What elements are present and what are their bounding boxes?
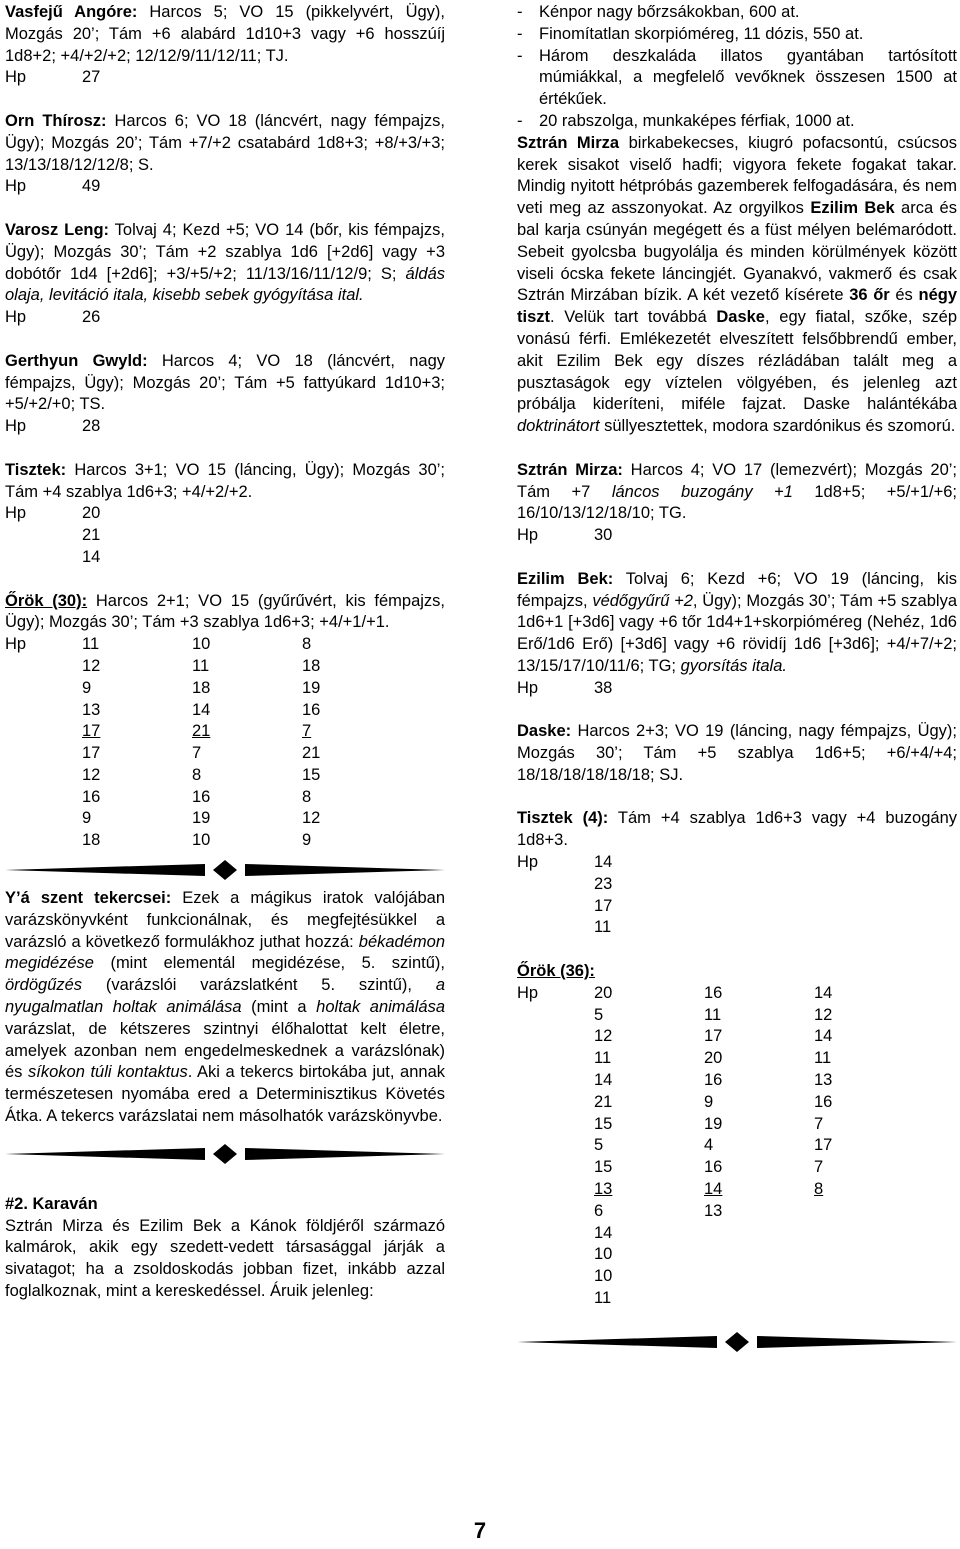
hp-value: 17 bbox=[704, 1027, 723, 1046]
hp-value: 15 bbox=[302, 765, 321, 784]
npc-stats: Harcos 5; VO 15 (pikkelyvért, Ügy), Mozgás 20’; Tám +6 alabárd 1d10+3 vagy +6 hosszúíj 1d8+2; +4/+2/+2; 12/12/9/11/12/11; TJ. bbox=[5, 3, 445, 65]
hp-value bbox=[704, 1288, 814, 1310]
hp-label bbox=[5, 787, 82, 809]
hp-row bbox=[5, 700, 445, 722]
hp-value: 14 bbox=[594, 1071, 613, 1090]
hp-label bbox=[517, 1070, 594, 1092]
hp-label bbox=[5, 700, 82, 722]
hp-value: 12 bbox=[82, 765, 101, 784]
hp-value: 11 bbox=[82, 635, 100, 654]
hp-row bbox=[517, 1005, 957, 1027]
hp-value: 8 bbox=[302, 787, 312, 806]
hp-value bbox=[814, 1223, 874, 1245]
hp-value: 11 bbox=[594, 918, 612, 937]
hp-label: Hp bbox=[517, 983, 539, 1002]
hp-line bbox=[5, 307, 445, 329]
right-column bbox=[517, 2, 957, 1360]
npc-name: Varosz Leng: bbox=[5, 220, 110, 239]
npc-name: Tisztek: bbox=[5, 460, 67, 479]
hp-label bbox=[5, 656, 82, 678]
hp-label: Hp bbox=[5, 417, 27, 436]
hp-row bbox=[517, 1157, 957, 1179]
hp-line bbox=[5, 547, 445, 569]
goods-list-item bbox=[517, 111, 957, 133]
hp-value: 27 bbox=[82, 68, 101, 87]
hp-row bbox=[517, 1048, 957, 1070]
hp-value: 21 bbox=[192, 722, 211, 741]
hp-value: 18 bbox=[82, 831, 101, 850]
goods-item-text: Finomítatlan skorpióméreg, 11 dózis, 550 at. bbox=[539, 24, 864, 43]
hp-value: 8 bbox=[302, 635, 312, 654]
hp-value: 12 bbox=[302, 809, 321, 828]
hp-row bbox=[5, 721, 445, 743]
hp-value: 7 bbox=[814, 1158, 824, 1177]
hp-value: 10 bbox=[192, 831, 211, 850]
hp-label bbox=[5, 765, 82, 787]
hp-label bbox=[517, 1157, 594, 1179]
hp-value: 14 bbox=[814, 1027, 833, 1046]
hp-value: 30 bbox=[594, 526, 613, 545]
hp-value: 14 bbox=[704, 1180, 723, 1199]
dash-bullet: - bbox=[517, 46, 523, 65]
goods-list bbox=[517, 2, 957, 133]
npc-stats: Harcos 4; VO 18 (láncvért, nagy fémpajzs, Ügy); Mozgás 20’; Tám +5 fattyúkard 1d10+3; +5/+2/+0; TS. bbox=[5, 351, 445, 414]
dash-bullet: - bbox=[517, 3, 523, 21]
hp-value: 7 bbox=[192, 744, 202, 763]
hp-row bbox=[5, 787, 445, 809]
hp-value: 20 bbox=[594, 983, 613, 1002]
hp-value: 11 bbox=[192, 656, 210, 675]
hp-row bbox=[517, 1070, 957, 1092]
hp-value: 19 bbox=[192, 809, 211, 828]
hp-value: 16 bbox=[192, 787, 211, 806]
hp-value: 16 bbox=[302, 700, 321, 719]
hp-value: 11 bbox=[594, 1289, 612, 1308]
npc-name: Őrök (30): bbox=[5, 591, 88, 610]
hp-value: 9 bbox=[82, 678, 92, 697]
hp-value: 7 bbox=[814, 1114, 824, 1133]
hp-line bbox=[5, 67, 445, 89]
hp-grid bbox=[517, 983, 957, 1310]
hp-label bbox=[517, 1092, 594, 1114]
hp-value: 9 bbox=[302, 831, 312, 850]
hp-line bbox=[517, 896, 957, 918]
hp-line bbox=[5, 416, 445, 438]
hp-value: 12 bbox=[594, 1027, 613, 1046]
ezilim-statblock: Ezilim Bek: Tolvaj 6; Kezd +6; VO 19 (láncing, kis fémpajzs, védőgyűrű +2, Ügy); Mozgás 30’; Tám +5 szablya 1d6+1 [+3d6] vagy +6 tőr 1d4+1+skorpióméreg (Nehéz, 1d6 Erő/1d6 Erő) [+3d6] vagy +6 rövidíj 1d6 [+3d6]; +4/+7/+2; 13/15/17/10/11/6; TG; gyorsítás itala. bbox=[517, 569, 957, 675]
karavan-paragraph: Sztrán Mirza és Ezilim Bek a Kánok földjéről származó kalmárok, akik egy szedett-vedett társasággal járják a sivatagot; ha a zsoldoskodás jobban fizet, inkább azzal foglalkoznak, mint a kereskedéssel. Áruik jelenleg: bbox=[5, 1216, 445, 1301]
hp-line bbox=[517, 852, 957, 874]
hp-value: 14 bbox=[814, 983, 833, 1002]
hp-value: 20 bbox=[704, 1049, 723, 1068]
hp-grid bbox=[5, 634, 445, 852]
hp-value: 7 bbox=[302, 722, 312, 741]
hp-value: 19 bbox=[302, 678, 321, 697]
tisztek4-statblock bbox=[517, 808, 957, 852]
hp-value: 12 bbox=[82, 656, 101, 675]
hp-value: 26 bbox=[82, 308, 101, 327]
hp-value: 21 bbox=[594, 1092, 613, 1111]
hp-label bbox=[517, 1201, 594, 1223]
leaders-description: Sztrán Mirza birkabekecses, kiugró pofacsontú, csúcsos kerek sisakot viselő hadfi; vigyora fekete fogakat takar. Mindig nyitott hétpróbás gazemberek felfogadására, és nem veti meg az asszonyokat. Az orgyilkos Ezilim Bek arca és bal karja csúnyán megégett és a füst mélyen belémaródott. Sebeit gyolcsba bugyolálja és minden körülmények között viseli ócska fekete láncingjét. Gyanakvó, vakmerő és csak Sztrán Mirzában bízik. A két vezető kísérete 36 őr és négy tiszt. Velük tart továbbá Daske, egy fiatal, szőke, szép vonású férfi. Emlékezetét elveszített felsőbbrendű ember, akit Ezilim Bek egy díszes rézládában talált meg a pusztaságok egy víztelen völgyében, és jelenleg azt próbálja kideríteni, miféle fajzat. Daske halántékába doktrinátort süllyesztettek, modora szardónikus és szomorú. bbox=[517, 133, 958, 436]
karavan-heading bbox=[5, 1194, 445, 1216]
goods-list-item bbox=[517, 46, 957, 111]
npc-items: áldás olaja, levitáció itala, kisebb sebek gyógyítása ital. bbox=[5, 264, 445, 305]
hp-value: 15 bbox=[594, 1114, 613, 1133]
hp-value: 13 bbox=[82, 700, 101, 719]
npc-stats: Harcos 2+1; VO 15 (gyűrűvért, kis fémpajzs, Ügy); Mozgás 30’; Tám +3 szablya 1d6+3; +4/+1/+1. bbox=[5, 591, 445, 632]
npc-stats: Tám +4 szablya 1d6+3 vagy +4 buzogány 1d8+3. bbox=[517, 809, 957, 850]
npc-stats: Harcos 6; VO 18 (láncvért, nagy fémpajzs, Ügy); Mozgás 20’; Tám +7/+2 csatabárd 1d8+3; +8/+3/+3; 13/13/18/12/12/8; S. bbox=[5, 111, 445, 174]
hp-value: 15 bbox=[594, 1158, 613, 1177]
tekercs-paragraph: Y’á szent tekercsei: Ezek a mágikus iratok valójában varázskönyvként funkcionálnak, és megfejtésükkel a varázsló a következő formulákhoz juthat hozzá: békadémon megidézése (mint elementál megidézése, 5. szintű), ördögűzés (varázslói varázslatként 5. szintű), a nyugalmatlan holtak animálása (mint a holtak animálása varázslat, de kétszeres szintnyi élőhalottat kelt életre, amelyek azonban nem engedelmeskednek a varázslónak) és síkokon túli kontaktus. Aki a tekercs birtokába jut, annak természetesen nyomába ered a Determinisztikus Követés Átka. A tekercs varázslatai nem másolhatók varázskönyvbe. bbox=[5, 889, 446, 1126]
hp-value: 11 bbox=[704, 1005, 722, 1024]
npc-name: Őrök (36): bbox=[517, 962, 595, 981]
hp-value bbox=[704, 1223, 814, 1245]
dash-bullet: - bbox=[517, 111, 523, 130]
hp-value: 14 bbox=[594, 853, 613, 872]
hp-value: 16 bbox=[704, 1158, 723, 1177]
hp-value: 14 bbox=[192, 700, 211, 719]
orok-statblock bbox=[5, 591, 445, 635]
dash-bullet: - bbox=[517, 24, 523, 43]
goods-item-text: Kénpor nagy bőrzsákokban, 600 at. bbox=[539, 3, 800, 21]
hp-value bbox=[814, 1288, 874, 1310]
npc-name: Sztrán Mirza: bbox=[517, 460, 623, 479]
hp-row bbox=[517, 1266, 957, 1288]
npc-name: Gerthyun Gwyld: bbox=[5, 351, 148, 370]
hp-line bbox=[517, 525, 957, 547]
hp-value: 17 bbox=[82, 744, 101, 763]
hp-label: Hp bbox=[517, 853, 539, 872]
hp-label bbox=[517, 1223, 594, 1245]
hp-value: 11 bbox=[814, 1049, 832, 1068]
npc-name: Vasfejű Angóre: bbox=[5, 3, 138, 21]
hp-value: 19 bbox=[704, 1114, 723, 1133]
hp-value bbox=[704, 1244, 814, 1266]
hp-label: Hp bbox=[5, 68, 27, 87]
hp-value: 17 bbox=[82, 722, 101, 741]
npc-name: Orn Thírosz: bbox=[5, 111, 107, 130]
hp-label bbox=[5, 678, 82, 700]
hp-value: 14 bbox=[82, 547, 101, 566]
hp-row bbox=[517, 1026, 957, 1048]
hp-label: Hp bbox=[5, 308, 27, 327]
hp-value: 6 bbox=[594, 1201, 604, 1220]
hp-row bbox=[517, 1179, 957, 1201]
hp-value: 28 bbox=[82, 417, 101, 436]
npc-stats: Harcos 3+1; VO 15 (láncing, Ügy); Mozgás 30’; Tám +4 szablya 1d6+3; +4/+2/+2. bbox=[5, 460, 445, 501]
hp-line bbox=[517, 678, 957, 700]
vasfeju-statblock bbox=[5, 2, 445, 67]
hp-row bbox=[517, 1135, 957, 1157]
hp-value: 13 bbox=[704, 1201, 723, 1220]
hp-label bbox=[517, 1114, 594, 1136]
hp-value: 13 bbox=[594, 1180, 613, 1199]
gerthyun-statblock bbox=[5, 351, 445, 416]
hp-value: 16 bbox=[82, 787, 101, 806]
hp-label bbox=[517, 1048, 594, 1070]
hp-value: 8 bbox=[814, 1180, 824, 1199]
hp-value: 18 bbox=[302, 656, 321, 675]
tisztek-statblock bbox=[5, 460, 445, 504]
hp-value: 11 bbox=[594, 1049, 612, 1068]
hp-row bbox=[517, 1114, 957, 1136]
hp-value: 21 bbox=[302, 744, 321, 763]
hp-value: 10 bbox=[594, 1267, 613, 1286]
hp-value bbox=[704, 1266, 814, 1288]
hp-label bbox=[517, 1005, 594, 1027]
section-title: Y’á szent tekercsei: bbox=[5, 889, 172, 908]
hp-value: 10 bbox=[192, 635, 211, 654]
hp-label bbox=[517, 1026, 594, 1048]
hp-row bbox=[5, 808, 445, 830]
hp-value: 10 bbox=[594, 1245, 613, 1264]
hp-label: Hp bbox=[5, 635, 27, 654]
hp-label bbox=[517, 1266, 594, 1288]
orok36-heading bbox=[517, 961, 957, 983]
hp-label bbox=[517, 1288, 594, 1310]
hp-value: 5 bbox=[594, 1136, 604, 1155]
ornamental-divider bbox=[5, 1142, 445, 1166]
npc-name: Tisztek (4): bbox=[517, 809, 609, 828]
hp-label: Hp bbox=[517, 678, 539, 697]
hp-label bbox=[517, 1244, 594, 1266]
hp-value: 20 bbox=[82, 504, 101, 523]
ornamental-divider bbox=[517, 1330, 957, 1354]
hp-value: 49 bbox=[82, 177, 101, 196]
hp-label: Hp bbox=[517, 526, 539, 545]
goods-item-text: 20 rabszolga, munkaképes férfiak, 1000 at. bbox=[539, 111, 855, 130]
hp-value: 14 bbox=[594, 1223, 613, 1242]
daske-statblock bbox=[517, 721, 957, 786]
orn-statblock bbox=[5, 111, 445, 176]
goods-list-item bbox=[517, 2, 957, 24]
hp-line bbox=[5, 525, 445, 547]
hp-row bbox=[517, 983, 957, 1005]
hp-value: 4 bbox=[704, 1136, 714, 1155]
hp-label: Hp bbox=[5, 504, 27, 523]
hp-row bbox=[5, 656, 445, 678]
hp-value: 21 bbox=[82, 526, 101, 545]
varosz-statblock bbox=[5, 220, 445, 307]
hp-row bbox=[517, 1201, 957, 1223]
page-number: 7 bbox=[473, 1518, 487, 1543]
npc-name: Daske: bbox=[517, 722, 572, 741]
section-heading: #2. Karaván bbox=[5, 1194, 98, 1213]
hp-value: 16 bbox=[704, 983, 723, 1002]
hp-line bbox=[5, 176, 445, 198]
ornamental-divider bbox=[5, 858, 445, 882]
hp-value: 17 bbox=[594, 896, 613, 915]
hp-row bbox=[5, 634, 445, 656]
hp-label bbox=[517, 1179, 594, 1201]
hp-row bbox=[5, 765, 445, 787]
hp-row bbox=[517, 1288, 957, 1310]
hp-label bbox=[517, 1135, 594, 1157]
hp-value: 38 bbox=[594, 678, 613, 697]
hp-row bbox=[517, 1223, 957, 1245]
hp-label bbox=[5, 743, 82, 765]
left-column bbox=[5, 2, 445, 1303]
hp-value: 18 bbox=[192, 678, 211, 697]
hp-label bbox=[5, 830, 82, 852]
hp-row bbox=[5, 743, 445, 765]
hp-row bbox=[5, 830, 445, 852]
hp-line bbox=[5, 503, 445, 525]
hp-label bbox=[5, 808, 82, 830]
npc-stats: Tolvaj 4; Kezd +5; VO 14 (bőr, kis fémpajzs, Ügy); Mozgás 30’; Tám +2 szablya 1d6 [+2d6] vagy +3 dobótőr 1d4 [+2d6]; +3/+5/+2; 11/13/16/11/12/9; S; bbox=[5, 220, 445, 283]
hp-row bbox=[517, 1092, 957, 1114]
mirza-statblock: Sztrán Mirza: Harcos 4; VO 17 (lemezvért); Mozgás 20’; Tám +7 láncos buzogány +1 1d8+5; +5/+1/+6; 16/10/13/12/18/10; TG. bbox=[517, 460, 957, 523]
hp-value: 9 bbox=[82, 809, 92, 828]
hp-value bbox=[814, 1201, 874, 1223]
hp-value bbox=[814, 1244, 874, 1266]
hp-row bbox=[5, 678, 445, 700]
hp-row bbox=[517, 1244, 957, 1266]
hp-value: 5 bbox=[594, 1005, 604, 1024]
npc-name: Ezilim Bek: bbox=[517, 569, 614, 588]
npc-stats: Harcos 2+3; VO 19 (láncing, nagy fémpajzs, Ügy); Mozgás 30’; Tám +5 szablya 1d6+5; +6/+4/+4; 18/18/18/18/18/18; SJ. bbox=[517, 722, 957, 784]
hp-value bbox=[814, 1266, 874, 1288]
hp-label: Hp bbox=[5, 177, 27, 196]
goods-list-item bbox=[517, 24, 957, 46]
hp-value: 16 bbox=[704, 1071, 723, 1090]
hp-value: 13 bbox=[814, 1071, 833, 1090]
hp-value: 9 bbox=[704, 1092, 714, 1111]
hp-line bbox=[517, 874, 957, 896]
hp-value: 17 bbox=[814, 1136, 833, 1155]
hp-value: 8 bbox=[192, 765, 202, 784]
hp-label bbox=[5, 721, 82, 743]
hp-line bbox=[517, 917, 957, 939]
hp-value: 16 bbox=[814, 1092, 833, 1111]
hp-value: 12 bbox=[814, 1005, 833, 1024]
hp-value: 23 bbox=[594, 874, 613, 893]
goods-item-text: Három deszkaláda illatos gyantában tartósított múmiákkal, a megfelelő vevőknek összesen 1500 at értékűek. bbox=[539, 46, 957, 109]
